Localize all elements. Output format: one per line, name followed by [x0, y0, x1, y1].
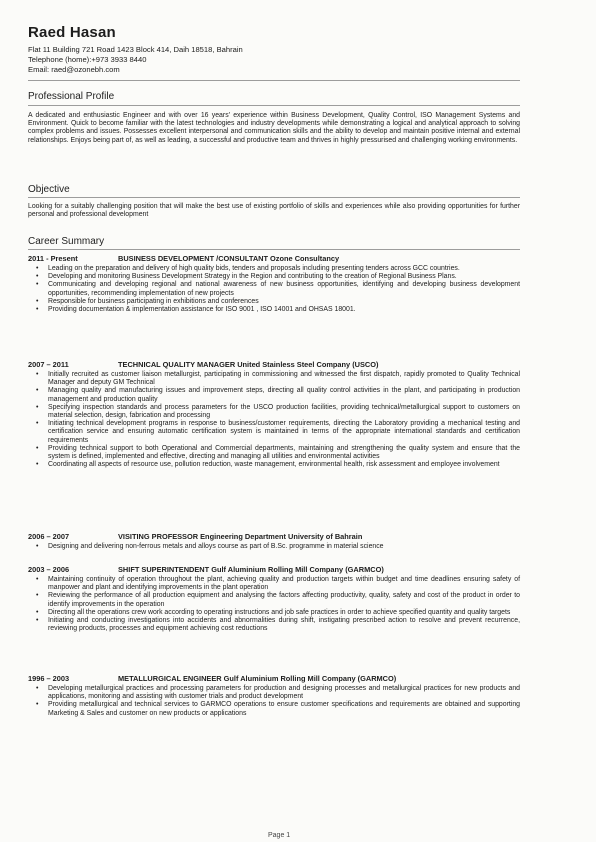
job-dates: 2007 – 2011: [28, 360, 69, 369]
job-header: [28, 565, 520, 574]
list-item: • Maintaining continuity of operation throughout the plant, achieving quality and production targets within budget and time deadlines ensuring safety of manpower and plant and identifying improvements in the plant operation: [36, 576, 520, 592]
job-role: BUSINESS DEVELOPMENT /CONSULTANT Ozone Consultancy: [118, 254, 340, 263]
profile-text: A dedicated and enthusiastic Engineer and with over 16 years' experience within Business Development, Quality Control, ISO Management Systems and Environment. Quick to become familiar with the latest technologies and industry developments while demonstrating a logical and analytical approach to solving complex problems and issues. Possesses excellent interpersonal and communication skills and the ability to develop and maintain positive internal and external relationships. Enjoys being part of, as well as leading, a successful and productive team and thrives in highly pressurised and challenging working environments.: [28, 112, 520, 144]
profile-divider: [28, 105, 520, 106]
list-item: • Developing and monitoring Business Development Strategy in the Region and contributing to the creation of Regional Business Plans.: [36, 273, 520, 281]
email-line: Email: raed@ozonebh.com: [28, 65, 120, 74]
list-item: • Providing technical support to both Operational and Commercial departments, maintaining and strengthening the quality system and ensure that the system is defined, implemented and effective, directing and managing all utilities and environmental activities: [36, 445, 520, 461]
career-divider: [28, 249, 520, 250]
list-item: • Initiating and conducting investigations into accidents and abnormalities during shift, instigating prescribed action to resolve and prevent recurrence, reviewing products, processes and equipment achieving cost reductions: [36, 617, 520, 633]
list-item: • Managing quality and manufacturing issues and improvement steps, directing all quality control activities in the plant, and participating in production management and production quality: [36, 387, 520, 403]
candidate-name: Raed Hasan: [28, 24, 116, 41]
job-role: TECHNICAL QUALITY MANAGER United Stainless Steel Company (USCO): [118, 360, 379, 369]
job-dates: 2006 – 2007: [28, 532, 70, 541]
job-header: [28, 360, 520, 369]
job-role: METALLURGICAL ENGINEER Gulf Aluminium Rolling Mill Company (GARMCO): [118, 674, 397, 683]
job-bullets: [36, 371, 520, 469]
job-header: [28, 254, 520, 263]
list-item: • Specifying inspection standards and process parameters for the USCO production facilities, providing technical/metallurgical support to customers on material selection, design, fabrication and processing: [36, 404, 520, 420]
objective-text: Looking for a suitably challenging position that will make the best use of existing portfolio of skills and experiences while also providing opportunities for further personal and professional development: [28, 203, 520, 219]
job-role: VISITING PROFESSOR Engineering Department University of Bahrain: [118, 532, 363, 541]
job-role: SHIFT SUPERINTENDENT Gulf Aluminium Rolling Mill Company (GARMCO): [118, 565, 384, 574]
list-item: • Initiating technical development programs in response to business/customer requirements, directing the Laboratory providing a mechanical testing and certification service and ensuring automatic certification system is maintained in terms of the appropriate international standards and certification requirements: [36, 420, 520, 445]
list-item: • Providing documentation & implementation assistance for ISO 9001 , ISO 14001 and OHSAS 18001.: [36, 306, 520, 314]
list-item: • Designing and delivering non-ferrous metals and alloys course as part of B.Sc. programme in material science: [36, 543, 520, 551]
list-item: • Leading on the preparation and delivery of high quality bids, tenders and proposals including presenting tenders across GCC countries.: [36, 265, 520, 273]
objective-heading: Objective: [28, 184, 70, 195]
objective-divider: [28, 197, 520, 198]
list-item: • Developing metallurgical practices and processing parameters for production and designing processes and metallurgical practices for new products and applications, monitoring and assisting with customer trials and product development: [36, 685, 520, 701]
career-heading: Career Summary: [28, 236, 105, 247]
job-dates: 2011 - Present: [28, 254, 78, 263]
job-header: [28, 674, 520, 683]
job-bullets: [36, 576, 520, 633]
header-divider: [28, 80, 520, 81]
telephone-line: Telephone (home):+973 3933 8440: [28, 55, 147, 64]
page-number: Page 1: [268, 832, 291, 839]
list-item: • Communicating and developing regional and national awareness of new business opportunities, identifying and developing business development opportunities, recommending implementation of new projects: [36, 281, 520, 297]
job-bullets: [36, 543, 520, 551]
address-line: Flat 11 Building 721 Road 1423 Block 414, Daih 18518, Bahrain: [28, 45, 243, 54]
job-bullets: [36, 685, 520, 718]
job-header: [28, 532, 520, 541]
job-dates: 2003 – 2006: [28, 565, 70, 574]
list-item: • Initially recruited as customer liaison metallurgist, participating in commissioning and witnessed the first dispatch, rapidly promoted to Quality Technical Manager and deputy GM Technical: [36, 371, 520, 387]
list-item: • Reviewing the performance of all production equipment and analysing the factors affecting productivity, quality, safety and cost of the product in order to identify improvements in the operation: [36, 592, 520, 608]
list-item: • Responsible for business participating in exhibitions and conferences: [36, 298, 520, 306]
list-item: • Providing metallurgical and technical services to GARMCO operations to ensure customer specifications and requirements are obtained and supporting Marketing & Sales and customer on new products or applications: [36, 701, 520, 717]
job-bullets: [36, 265, 520, 314]
list-item: • Directing all the operations crew work according to operating instructions and job safe practices in order to achieve specified quantity and quality targets: [36, 609, 520, 617]
list-item: • Coordinating all aspects of resource use, pollution reduction, waste management, environmental health, risk assessment and employee involvement: [36, 461, 520, 469]
job-dates: 1996 – 2003: [28, 674, 70, 683]
profile-heading: Professional Profile: [28, 91, 115, 102]
